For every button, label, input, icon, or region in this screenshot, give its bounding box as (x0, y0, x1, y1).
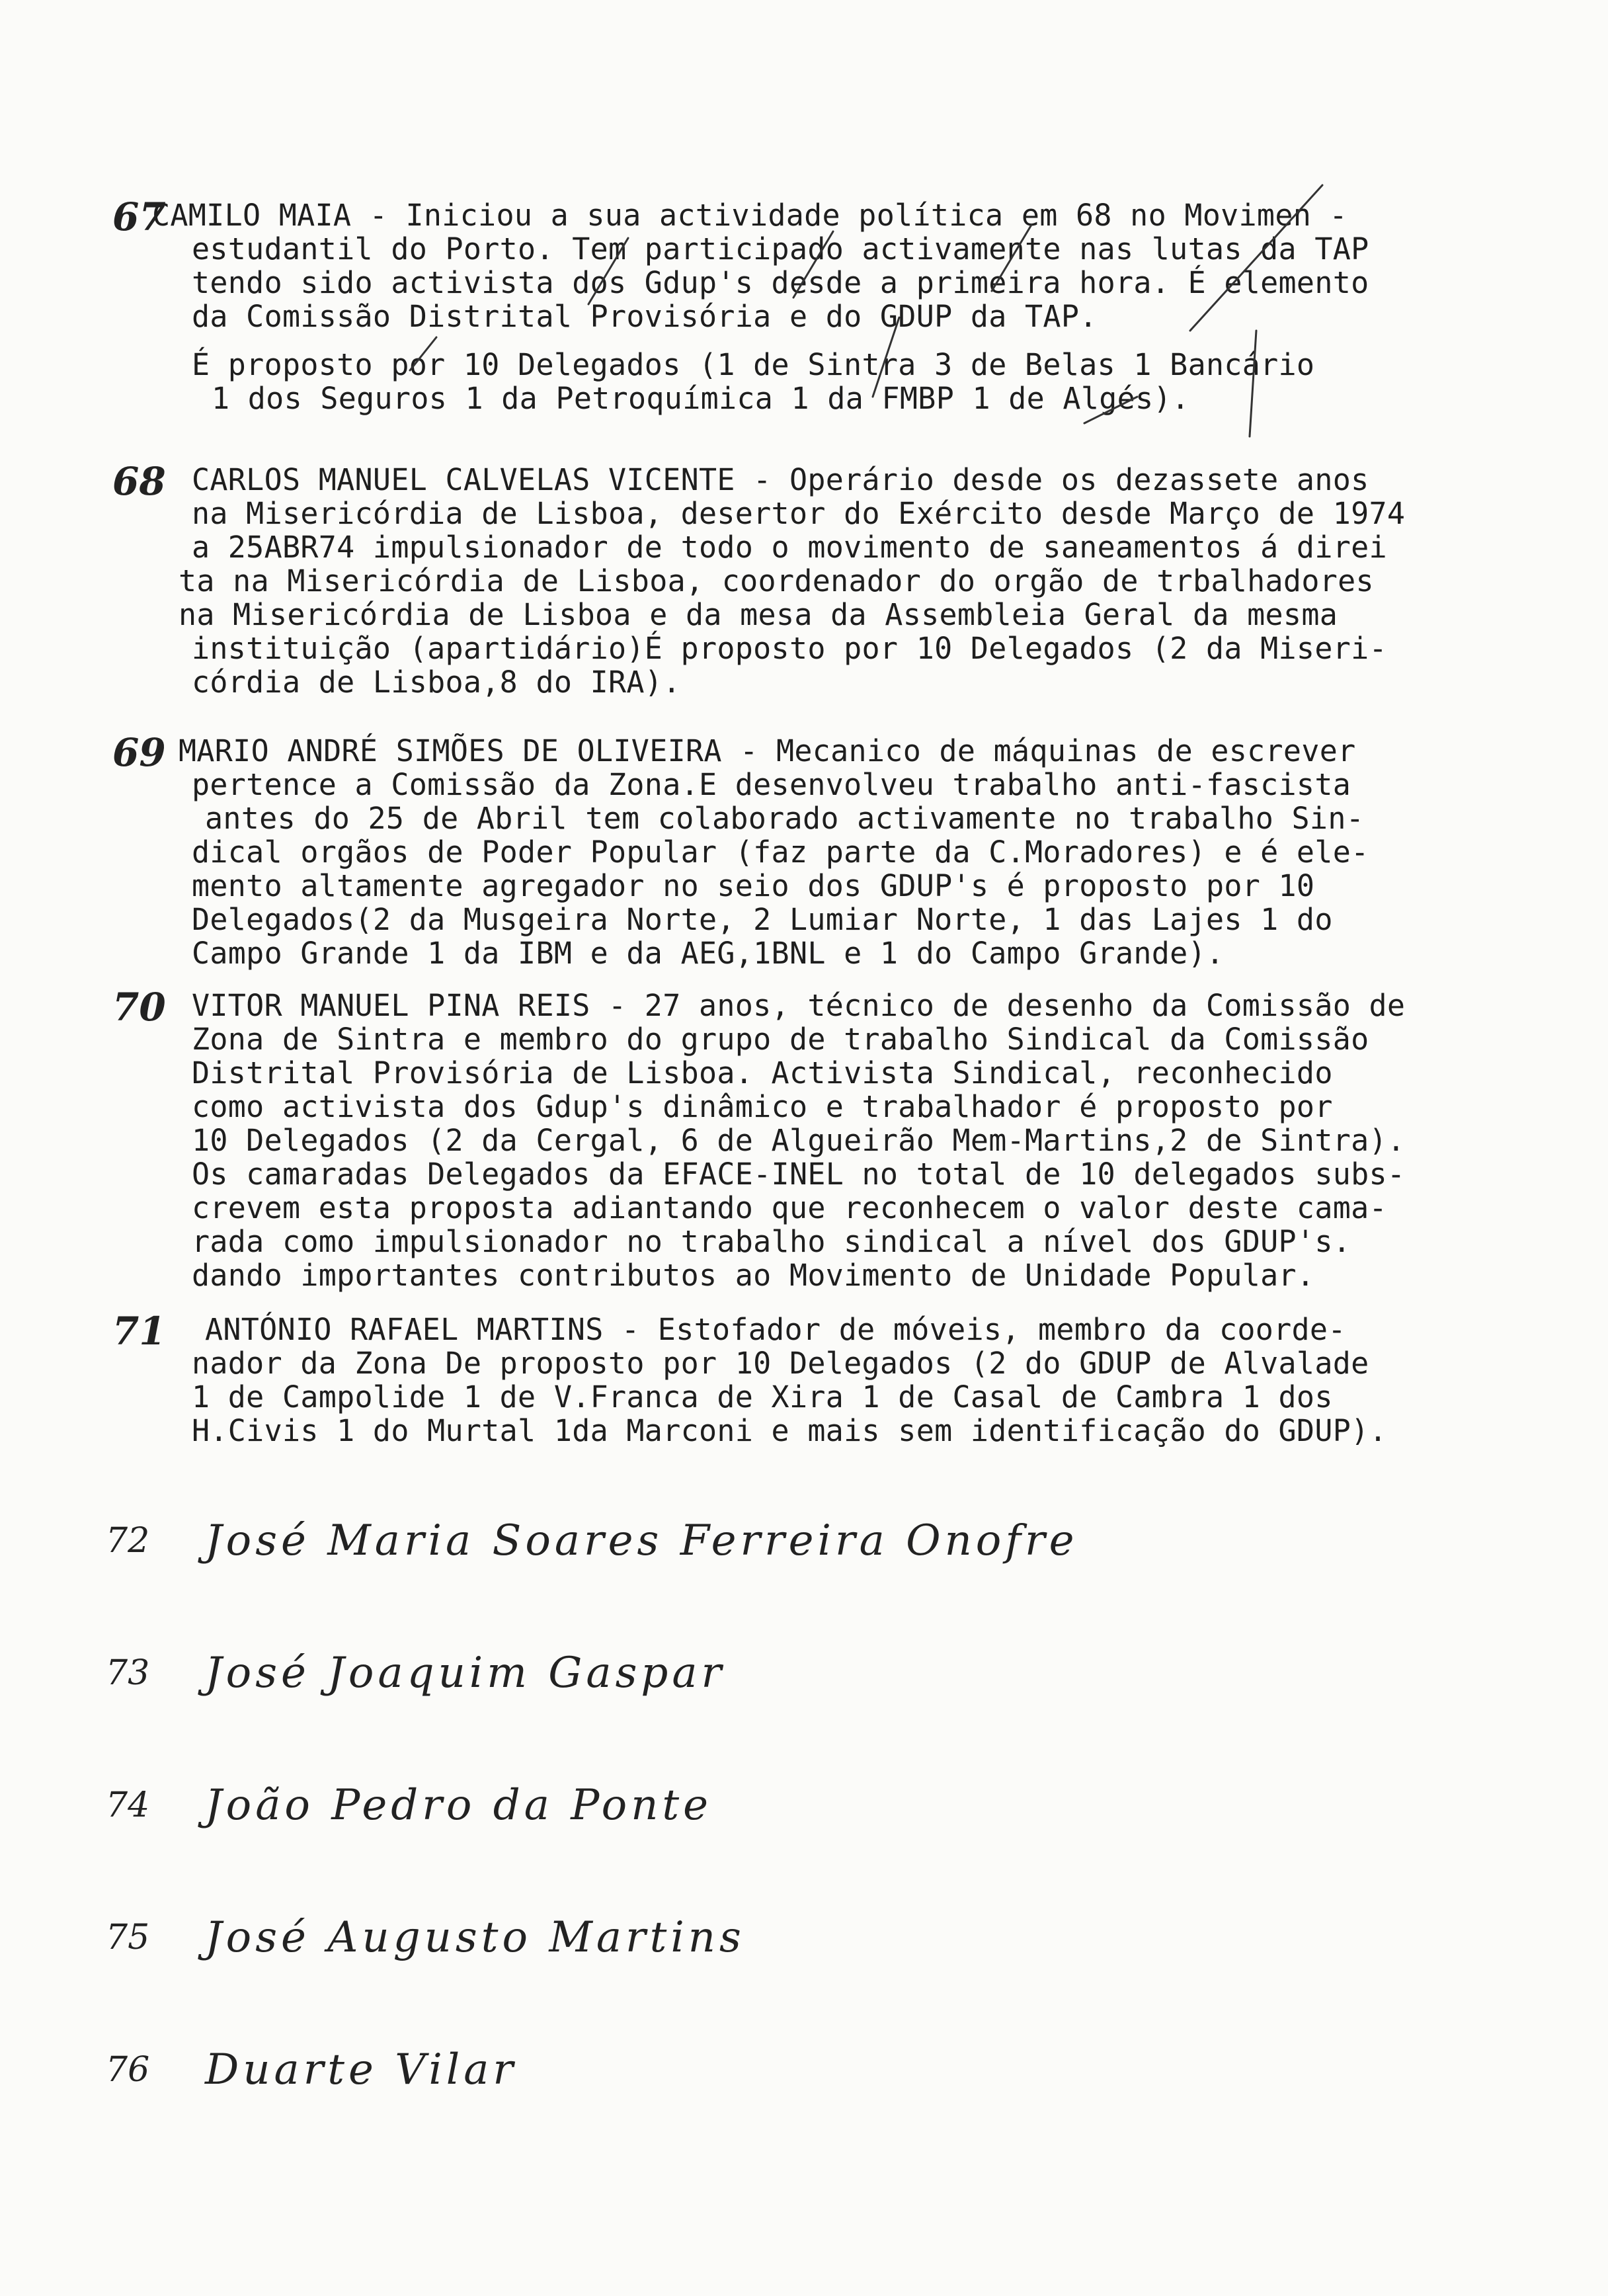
entry-line: instituição (apartidário)É proposto por 10 Delegados (2 da Miseri- (192, 631, 1387, 666)
handwritten-item (106, 2004, 1230, 2136)
handwritten-number: 72 (106, 1521, 150, 1561)
entry-line: córdia de Lisboa,8 do IRA). (192, 665, 681, 700)
entry-line: dando importantes contributos ao Movimento de Unidade Popular. (192, 1258, 1315, 1293)
handwritten-number: 75 (106, 1918, 150, 1957)
entry-number: 68 (112, 459, 166, 504)
entry-line: como activista dos Gdup's dinâmico e trabalhador é proposto por (192, 1089, 1333, 1124)
entry-line: ta na Misericórdia de Lisboa, coordenador do orgão de trbalhadores (179, 563, 1374, 598)
entry-line: MARIO ANDRÉ SIMÕES DE OLIVEIRA - Mecanico de máquinas de escrever (179, 733, 1356, 768)
handwritten-name: José Joaquim Gaspar (205, 1649, 726, 1698)
entry-line: pertence a Comissão da Zona.E desenvolveu trabalho anti-fascista (192, 767, 1351, 802)
entry-line: na Misericórdia de Lisboa e da mesa da Assembleia Geral da mesma (179, 597, 1338, 632)
entry-line: na Misericórdia de Lisboa, desertor do Exército desde Março de 1974 (192, 496, 1406, 531)
entry-line: mento altamente agregador no seio dos GDUP's é proposto por 10 (192, 868, 1315, 903)
handwritten-item (106, 1871, 1230, 2004)
entry-line: H.Civis 1 do Murtal 1da Marconi e mais sem identificação do GDUP). (192, 1413, 1387, 1448)
entry-69 (112, 730, 1534, 971)
handwritten-number: 76 (106, 2050, 150, 2090)
handwritten-item (106, 1739, 1230, 1871)
handwritten-name: José Augusto Martins (205, 1913, 745, 1962)
entry-line: ANTÓNIO RAFAEL MARTINS - Estofador de móveis, membro da coorde- (205, 1312, 1346, 1347)
handwritten-item (106, 1475, 1230, 1607)
entry-68 (112, 459, 1534, 700)
entry-line: VITOR MANUEL PINA REIS - 27 anos, técnico de desenho da Comissão de (192, 988, 1406, 1023)
entry-70 (112, 985, 1534, 1293)
entry-line: Zona de Sintra e membro do grupo de trabalho Sindical da Comissão (192, 1022, 1369, 1057)
entry-line: nador da Zona De proposto por 10 Delegados (2 do GDUP de Alvalade (192, 1346, 1369, 1381)
entry-line: da Comissão Distrital Provisória e do GDUP da TAP. (192, 299, 1098, 334)
entry-line: antes do 25 de Abril tem colaborado activamente no trabalho Sin- (205, 801, 1365, 836)
entry-line: a 25ABR74 impulsionador de todo o movimento de saneamentos á direi (192, 530, 1387, 565)
entry-71 (112, 1309, 1534, 1448)
entry-number: 70 (112, 985, 166, 1030)
entry-line: 1 de Campolide 1 de V.Franca de Xira 1 de Casal de Cambra 1 dos (192, 1379, 1333, 1414)
entry-line: rada como impulsionador no trabalho sindical a nível dos GDUP's. (192, 1224, 1351, 1259)
handwritten-name: Duarte Vilar (205, 2045, 517, 2094)
entry-line: Delegados(2 da Musgeira Norte, 2 Lumiar Norte, 1 das Lajes 1 do (192, 902, 1333, 937)
entry-number: 71 (112, 1309, 166, 1354)
entry-line: É proposto por 10 Delegados (1 de Sintra 3 de Belas 1 Bancário (192, 347, 1315, 382)
entry-line: estudantil do Porto. Tem participado activamente nas lutas da TAP (192, 231, 1369, 266)
entry-line: 1 dos Seguros 1 da Petroquímica 1 da FMBP 1 de Algés). (212, 381, 1190, 416)
entry-line: Campo Grande 1 da IBM e da AEG,1BNL e 1 do Campo Grande). (192, 936, 1225, 971)
entry-number: 69 (112, 730, 166, 775)
entry-line: CAMILO MAIA - Iniciou a sua actividade política em 68 no Movimen - (152, 198, 1347, 233)
entry-line: CARLOS MANUEL CALVELAS VICENTE - Operário desde os dezassete anos (192, 462, 1369, 497)
entry-line: dical orgãos de Poder Popular (faz parte da C.Moradores) e é ele- (192, 835, 1369, 870)
entry-line: 10 Delegados (2 da Cergal, 6 de Algueirão Mem-Martins,2 de Sintra). (192, 1123, 1406, 1158)
entry-number: 67 (112, 194, 166, 239)
handwritten-name: José Maria Soares Ferreira Onofre (205, 1516, 1078, 1565)
entry-67 (112, 194, 1534, 416)
handwritten-number: 73 (106, 1653, 150, 1693)
entry-line: Os camaradas Delegados da EFACE-INEL no total de 10 delegados subs- (192, 1157, 1406, 1192)
handwritten-list (106, 1475, 1230, 2136)
entry-line: tendo sido activista dos Gdup's desde a primeira hora. É elemento (192, 265, 1369, 300)
handwritten-number: 74 (106, 1785, 150, 1825)
handwritten-name: João Pedro da Ponte (205, 1781, 712, 1830)
entry-line: Distrital Provisória de Lisboa. Activista Sindical, reconhecido (192, 1055, 1333, 1090)
entry-line: crevem esta proposta adiantando que reconhecem o valor deste cama- (192, 1190, 1387, 1225)
handwritten-item (106, 1607, 1230, 1739)
